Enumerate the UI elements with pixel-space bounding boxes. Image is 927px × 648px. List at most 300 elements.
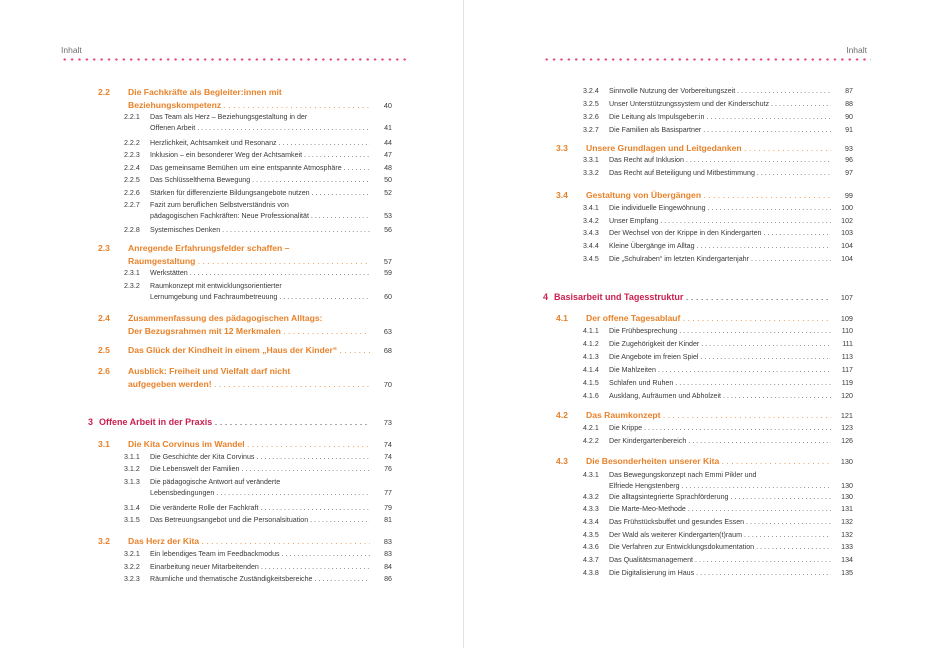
toc-entry [583,241,853,252]
toc-entry-number: 4.1.2 [583,340,599,348]
toc-entry-number: 3.2.7 [583,126,599,134]
toc-entry-title-line: Inklusion – ein besonderer Weg der Achtsamkeit . . . [150,150,370,161]
toc-entry [124,200,392,222]
toc-entry-page: 74 [384,453,392,461]
toc-entry-page: 87 [845,87,853,95]
toc-entry-title-line: Die Leitung als Impulsgeber:in . . . [609,112,831,123]
toc-entry-title-line: Die Krippe . . . [609,423,831,434]
toc-entry-page: 110 [841,327,853,335]
toc-entry-number: 2.2 [98,87,110,97]
toc-entry-title [609,216,831,227]
toc-entry-title-line: pädagogischen Fachkräften: Neue Professionalität . . . [150,211,370,222]
toc-entry-title [609,568,831,579]
toc-entry-number: 2.5 [98,345,110,355]
toc-entry-number: 4.3.6 [583,543,599,551]
toc-entry [98,344,392,357]
toc-entry-title-line: Beziehungskompetenz . . . [128,99,370,112]
toc-entry-number: 4.2.1 [583,424,599,432]
toc-entry-number: 3.4.4 [583,242,599,250]
toc-entry-page: 130 [841,493,853,501]
toc-entry-title [150,225,370,236]
toc-entry-title [609,112,831,123]
toc-entry-number: 3.1.1 [124,453,140,461]
toc-entry-page: 121 [840,411,853,420]
toc-entry-title-line: Das Qualitätsmanagement . . . [609,555,831,566]
toc-entry-title [128,312,370,338]
toc-entry-title [586,142,831,155]
toc-entry-title-line: aufgegeben werden! . . . [128,378,370,391]
toc-entry-number: 2.2.8 [124,226,140,234]
toc-entry [98,312,392,338]
toc-entry-page: 119 [841,379,853,387]
toc-entry-page: 50 [384,176,392,184]
toc-entry [124,477,392,499]
toc-entry [583,339,853,350]
toc-entry-page: 40 [383,101,392,110]
toc-entry-page: 96 [845,156,853,164]
toc-entry-title-line: Raumgestaltung . . . [128,255,370,268]
toc-entry-title-line: Die Geschichte der Kita Corvinus . . . [150,452,370,463]
toc-entry-number: 3.4.5 [583,255,599,263]
toc-entry-title-line: Der offene Tagesablauf . . . [586,312,831,325]
toc-entry-page: 52 [384,189,392,197]
toc-entry [556,312,853,325]
toc-entry-title [150,150,370,161]
toc-entry-title-line: Einarbeitung neuer Mitarbeitenden . . . [150,562,370,573]
toc-entry-title [609,168,831,179]
toc-entry [583,530,853,541]
toc-entry-number: 3.2.4 [583,87,599,95]
toc-entry-title-line: Ein lebendiges Team im Feedbackmodus . . . [150,549,370,560]
toc-entry-page: 77 [384,489,392,498]
toc-entry [583,125,853,136]
toc-entry-title [150,112,370,134]
toc-entry-page: 126 [841,437,853,445]
toc-entry-page: 60 [384,293,392,302]
toc-entry-title-line: Sinnvolle Nutzung der Vorbereitungszeit . . . [609,86,831,97]
toc-entry-title-line: Das Bewegungskonzept nach Emmi Pikler und [609,471,757,479]
toc-entry-title [609,423,831,434]
toc-entry-title [586,409,831,422]
toc-entry [583,568,853,579]
toc-entry [124,452,392,463]
running-head: Inhalt [61,45,82,55]
toc-entry-number: 3.1.4 [124,504,140,512]
toc-entry-page: 134 [841,556,853,564]
toc-entry-number: 3.2.1 [124,550,140,558]
toc-entry-title [609,228,831,239]
toc-entry-title-line: Das gemeinsame Bemühen um eine entspannte Atmosphäre . . . [150,163,370,174]
left-page [0,0,463,648]
toc-entry-number: 4.3.3 [583,505,599,513]
toc-entry-title [128,86,370,112]
toc-entry-title-line: Zusammenfassung des pädagogischen Alltags: [128,313,323,323]
toc-entry-title [150,464,370,475]
toc-entry-page: 120 [841,392,853,400]
toc-entry-number: 4.3.5 [583,531,599,539]
toc-entry-title-line: Die Verfahren zur Entwicklungsdokumentation . . . [609,542,831,553]
toc-entry-page: 97 [845,169,853,177]
toc-entry [583,86,853,97]
toc-entry-title-line: Die veränderte Rolle der Fachkraft . . . [150,503,370,514]
toc-entry-title-line: Die Frühbesprechung . . . [609,326,831,337]
toc-entry-page: 57 [383,257,392,266]
toc-entry-page: 103 [841,229,853,237]
toc-entry-title-line: Der Wechsel von der Krippe in den Kindergarten . . . [609,228,831,239]
toc-entry-title [609,155,831,166]
toc-entry-title-line: Offenen Arbeit . . . [150,123,370,134]
toc-entry [98,242,392,268]
toc-entry [124,281,392,303]
toc-entry-page: 113 [841,353,853,361]
toc-entry-page: 100 [841,204,853,212]
toc-entry-page: 102 [841,217,853,225]
toc-entry-number: 4.1.6 [583,392,599,400]
toc-entry-title [609,241,831,252]
toc-entry-title-line: Das Team als Herz – Beziehungsgestaltung in der [150,113,308,121]
toc-entry-title-line: Lebensbedingungen . . . [150,488,370,499]
toc-entry-title-line: Die Besonderheiten unserer Kita . . . [586,455,831,468]
toc-entry [124,163,392,174]
toc-entry-page: 81 [384,516,392,524]
toc-entry-number: 3.2.6 [583,113,599,121]
toc-entry-number: 3.1.2 [124,465,140,473]
toc-entry-title [609,339,831,350]
toc-entry-page: 130 [840,457,853,466]
toc-entry-title-line: Systemisches Denken . . . [150,225,370,236]
toc-entry-number: 3.3 [556,143,568,153]
toc-entry-page: 135 [841,569,853,577]
toc-entry-title-line: Unser Unterstützungssystem und der Kinderschutz . . . [609,99,831,110]
toc-entry-number: 4 [543,292,549,302]
toc-entry-title-line: Die Zugehörigkeit der Kinder . . . [609,339,831,350]
toc-entry-number: 2.2.3 [124,151,140,159]
toc-entry-title [150,138,370,149]
toc-entry [124,574,392,585]
toc-entry-number: 2.2.2 [124,139,140,147]
toc-entry-title [609,391,831,402]
toc-entry-number: 2.3.1 [124,269,140,277]
toc-entry-title [150,268,370,279]
toc-entry-title-line: Der Wald als weiterer Kindergarten(t)raum . . . [609,530,831,541]
toc-entry-title-line: Kleine Übergänge im Alltag . . . [609,241,831,252]
toc-entry-title-line: Schlafen und Ruhen . . . [609,378,831,389]
toc-entry [556,142,853,155]
toc-entry-title [609,365,831,376]
toc-entry [583,555,853,566]
toc-entry-number: 4.3.7 [583,556,599,564]
toc-entry-page: 132 [841,531,853,539]
toc-entry-title [150,188,370,199]
toc-entry-number: 4.1.4 [583,366,599,374]
toc-entry [583,155,853,166]
right-page [464,0,927,648]
running-head: Inhalt [846,45,867,55]
toc-entry-title-line: Die individuelle Eingewöhnung . . . [609,203,831,214]
toc-entry-number: 3.2 [98,536,110,546]
toc-entry-title [150,549,370,560]
toc-entry-number: 2.4 [98,313,110,323]
toc-entry-number: 3.3.1 [583,156,599,164]
toc-entry-page: 132 [841,518,853,526]
toc-entry [88,416,392,429]
toc-entry-page: 111 [842,340,853,348]
toc-entry-page: 83 [383,537,392,546]
toc-entry [583,168,853,179]
toc-entry [583,254,853,265]
toc-entry [124,188,392,199]
toc-entry-title-line: Lernumgebung und Fachraumbetreuung . . . [150,292,370,303]
toc-entry-title [150,574,370,585]
toc-entry [583,365,853,376]
toc-entry-title-line: Stärken für differenzierte Bildungsangebote nutzen . . . [150,188,370,199]
toc-entry-title-line: Das Frühstücksbuffet und gesundes Essen . . . [609,517,831,528]
toc-entry-title-line: Anregende Erfahrungsfelder schaffen – [128,243,290,253]
toc-entry-title-line: Räumliche und thematische Zuständigkeitsbereiche . . . [150,574,370,585]
toc-entry [583,436,853,447]
toc-entry-title-line: Raumkonzept mit entwicklungsorientierter [150,282,282,290]
toc-entry-page: 99 [844,191,853,200]
toc-entry-title [586,312,831,325]
toc-entry-number: 3.1.5 [124,516,140,524]
table-of-contents [0,0,463,648]
toc-entry [124,515,392,526]
toc-entry-page: 109 [840,314,853,323]
toc-entry-number: 4.1.3 [583,353,599,361]
toc-entry-title-line: Das Raumkonzept . . . [586,409,831,422]
toc-entry-title [609,555,831,566]
toc-entry-number: 4.3 [556,456,568,466]
toc-entry-number: 2.2.6 [124,189,140,197]
toc-entry-title-line: Die Lebenswelt der Familien . . . [150,464,370,475]
toc-entry-title [128,535,370,548]
toc-entry-number: 3.1.3 [124,478,140,486]
toc-entry [124,464,392,475]
toc-entry [124,175,392,186]
toc-entry [583,326,853,337]
toc-entry-number: 4.1.5 [583,379,599,387]
toc-entry [583,492,853,503]
toc-entry-title [128,365,370,391]
toc-entry-page: 130 [841,482,853,491]
toc-entry-title-line: Der Bezugsrahmen mit 12 Merkmalen . . . [128,325,370,338]
toc-entry-title-line: Elfriede Hengstenberg . . . [609,481,831,492]
toc-entry [124,225,392,236]
toc-entry-number: 4.2.2 [583,437,599,445]
toc-entry-title [150,477,370,499]
toc-entry [124,549,392,560]
toc-entry-page: 47 [384,151,392,159]
toc-entry-title-line: Die Mahlzeiten . . . [609,365,831,376]
toc-entry [583,228,853,239]
toc-entry-title [554,291,831,304]
toc-entry [583,391,853,402]
toc-entry-number: 2.2.7 [124,201,140,209]
toc-entry-page: 83 [384,550,392,558]
toc-entry-page: 56 [384,226,392,234]
toc-entry [583,112,853,123]
toc-entry-number: 4.3.8 [583,569,599,577]
toc-entry-title [609,352,831,363]
toc-entry-number: 3.1 [98,439,110,449]
toc-entry-page: 93 [844,144,853,153]
toc-entry-title [586,189,831,202]
toc-entry-title-line: Unsere Grundlagen und Leitgedanken . . . [586,142,831,155]
toc-entry [556,455,853,468]
toc-entry-title-line: Das Schlüsselthema Bewegung . . . [150,175,370,186]
toc-entry-page: 91 [845,126,853,134]
toc-entry-title [150,503,370,514]
toc-entry-page: 74 [383,440,392,449]
toc-entry-page: 76 [384,465,392,473]
toc-entry-number: 4.3.1 [583,471,599,479]
toc-entry [98,438,392,451]
toc-entry-title-line: Offene Arbeit in der Praxis . . . [99,416,370,429]
toc-entry [124,268,392,279]
toc-entry-title-line: Ausklang, Aufräumen und Abholzeit . . . [609,391,831,402]
toc-entry-page: 123 [841,424,853,432]
toc-entry-title [128,344,370,357]
toc-entry [583,542,853,553]
toc-entry-number: 4.1.1 [583,327,599,335]
toc-entry-title [150,163,370,174]
toc-entry-title-line: Das Betreuungsangebot und die Personalsituation . . . [150,515,370,526]
toc-entry-page: 88 [845,100,853,108]
toc-entry-title [609,517,831,528]
toc-entry [583,517,853,528]
toc-entry-page: 73 [383,418,392,427]
toc-entry-page: 107 [840,293,853,302]
toc-entry-page: 133 [841,543,853,551]
toc-entry-page: 68 [383,346,392,355]
toc-entry [124,150,392,161]
toc-entry-title [609,470,831,492]
toc-entry-page: 90 [845,113,853,121]
toc-entry [543,291,853,304]
toc-entry-title-line: Basisarbeit und Tagesstruktur . . . [554,291,831,304]
toc-entry-number: 2.6 [98,366,110,376]
toc-entry [98,86,392,112]
toc-entry-page: 41 [384,124,392,133]
toc-entry-title [150,200,370,222]
toc-entry-title-line: Unser Empfang . . . [609,216,831,227]
toc-entry-page: 59 [384,269,392,277]
toc-entry-number: 4.3.2 [583,493,599,501]
toc-entry-number: 4.2 [556,410,568,420]
toc-entry-title-line: Die alltagsintegrierte Sprachförderung . . . [609,492,831,503]
toc-entry [583,378,853,389]
toc-entry-number: 2.3.2 [124,282,140,290]
toc-entry-title-line: Die Digitalisierung im Haus . . . [609,568,831,579]
toc-entry-number: 3.4.3 [583,229,599,237]
toc-entry-title-line: Das Herz der Kita . . . [128,535,370,548]
toc-entry-number: 4.3.4 [583,518,599,526]
toc-entry-title [609,530,831,541]
toc-entry-title [586,455,831,468]
toc-entry-number: 3.4.2 [583,217,599,225]
toc-entry-title [609,492,831,503]
toc-entry-title [609,203,831,214]
toc-entry-title [609,86,831,97]
toc-entry-title [609,326,831,337]
toc-entry-page: 53 [384,212,392,221]
toc-entry-title-line: Herzlichkeit, Achtsamkeit und Resonanz . . . [150,138,370,149]
toc-entry-title-line: Das Recht auf Beteiligung und Mitbestimmung . . . [609,168,831,179]
toc-entry-title-line: Die Kita Corvinus im Wandel . . . [128,438,370,451]
toc-entry [124,138,392,149]
toc-entry-title-line: Die „Schulraben“ im letzten Kindergartenjahr . . . [609,254,831,265]
toc-entry [583,504,853,515]
toc-entry [556,409,853,422]
toc-entry-number: 3.2.2 [124,563,140,571]
toc-entry [583,352,853,363]
toc-entry-title [609,378,831,389]
toc-entry-title [128,438,370,451]
toc-entry-number: 3.3.2 [583,169,599,177]
toc-entry-title [609,99,831,110]
toc-entry-title [609,542,831,553]
toc-entry [124,562,392,573]
toc-entry-title [150,281,370,303]
toc-entry-title [609,254,831,265]
toc-entry-page: 131 [841,505,853,513]
toc-entry-title-line: Fazit zum beruflichen Selbstverständnis von [150,201,289,209]
toc-entry-title-line: Gestaltung von Übergängen . . . [586,189,831,202]
toc-entry [98,535,392,548]
toc-entry-page: 86 [384,575,392,583]
toc-entry-number: 2.2.4 [124,164,140,172]
toc-entry-number: 2.2.1 [124,113,140,121]
toc-entry-title [150,175,370,186]
toc-entry-page: 48 [384,164,392,172]
toc-entry-title [150,562,370,573]
toc-entry-page: 63 [383,327,392,336]
toc-entry-title [609,504,831,515]
toc-entry-title-line: Der Kindergartenbereich . . . [609,436,831,447]
toc-entry-title-line: Die Familien als Basispartner . . . [609,125,831,136]
toc-entry-title [99,416,370,429]
toc-entry-number: 4.1 [556,313,568,323]
toc-entry-title-line: Die Angebote im freien Spiel . . . [609,352,831,363]
toc-entry [583,423,853,434]
toc-entry-title-line: Werkstätten . . . [150,268,370,279]
toc-entry-title-line: Ausblick: Freiheit und Vielfalt darf nicht [128,366,291,376]
toc-entry-title-line: Die Fachkräfte als Begleiter:innen mit [128,87,282,97]
toc-entry-number: 3.2.5 [583,100,599,108]
toc-entry-title-line: Das Glück der Kindheit in einem „Haus der Kinder“ . . . [128,344,370,357]
toc-entry-title-line: Die Marte-Meo-Methode . . . [609,504,831,515]
toc-entry-number: 3.4.1 [583,204,599,212]
toc-entry-title-line: Das Recht auf Inklusion . . . [609,155,831,166]
toc-entry-page: 117 [841,366,853,374]
toc-entry-page: 84 [384,563,392,571]
toc-entry-number: 3.4 [556,190,568,200]
toc-entry-number: 2.3 [98,243,110,253]
toc-entry-title [150,515,370,526]
toc-entry-page: 104 [841,255,853,263]
toc-entry-title-line: Die pädagogische Antwort auf veränderte [150,478,281,486]
toc-entry [124,503,392,514]
toc-entry-page: 44 [384,139,392,147]
toc-entry-title [609,125,831,136]
toc-entry-page: 79 [384,504,392,512]
toc-entry-page: 104 [841,242,853,250]
table-of-contents [464,0,927,648]
toc-entry-page: 70 [383,380,392,389]
toc-entry [98,365,392,391]
toc-entry [124,112,392,134]
toc-entry-title [128,242,370,268]
